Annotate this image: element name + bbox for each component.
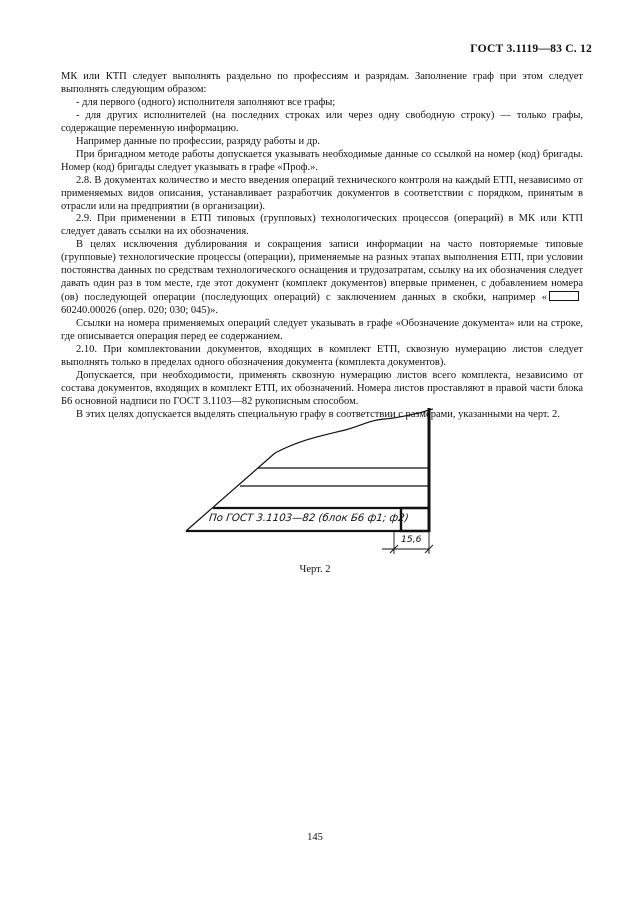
list-item: - для других исполнителей (на последних строках или через одну свободную строку) — только графы, содержащие переменную информацию.	[61, 109, 583, 134]
list-item: - для первого (одного) исполнителя заполняют все графы;	[76, 96, 336, 108]
paragraph: Ссылки на номера применяемых операций следует указывать в графе «Обозначение документа» или на строке, где описывается операция перед ее содержанием.	[61, 318, 583, 343]
section-2-10: 2.10. При комплектовании документов, входящих в комплект ЕТП, сквозную нумерацию листов следует выполнять только в пределах одного обозначения документа (комплекта документов).	[61, 344, 583, 368]
section-2-8: 2.8. В документах количество и место введения операций технического контроля на каждый ЕТП, независимо от применяемых видов описания, устанавливает разработчик документов в соответствии с порядком, принятым в отрасли или на предприятии (в организации).	[61, 174, 583, 212]
break-line	[275, 409, 433, 453]
paragraph-text: 60240.00026 (опер. 020; 030; 045)».	[61, 305, 218, 317]
paragraph-text: В целях исключения дублирования и сокращения записи информации на часто повторяемые типовые (групповые) технологические процессы (операции), применяемые на разных этапах выполнения ЕТП, при условии постоянства данных по средствам технологического оснащения и трудозатратам, ссылку на их обозначения следует давать один раз в том месте, где этот документ (комплект документов) впервые применен, с добавлением номера (ов) последующей операции (последующих операций) с заключением данных в скобки, например «	[61, 239, 583, 304]
paragraph: Допускается, при необходимости, применять сквозную нумерацию листов всего комплекта, независимо от состава документов, входящих в комплект ЕТП, их обозначений. Номера листов проставляют в правой части блока Б6 основной надписи по ГОСТ 3.1103—82 рукописным способом.	[61, 369, 583, 407]
drawing-figure	[0, 400, 630, 560]
page-header: ГОСТ 3.1119—83 С. 12	[470, 42, 592, 55]
page-number: 145	[307, 832, 323, 843]
paragraph	[61, 239, 583, 318]
paragraph: МК или КТП следует выполнять раздельно по профессиям и разрядам. Заполнение граф при этом следует выполнять следующим образом:	[61, 71, 583, 95]
paragraph: При бригадном методе работы допускается указывать необходимые данные со ссылкой на номер (код) бригады. Номер (код) бригады следует указывать в графе «Проф.».	[61, 148, 583, 173]
figure-label: По ГОСТ 3.1103—82 (блок Б6 ф1; ф2)	[208, 513, 410, 524]
inline-box-symbol	[549, 291, 579, 301]
title-block-drawing	[0, 400, 630, 560]
paragraph: В этих целях допускается выделять специальную графу в соответствии с размерами, указанными на черт. 2.	[76, 408, 560, 420]
figure-caption: Черт. 2	[299, 564, 331, 575]
body-text	[61, 71, 583, 422]
section-2-9: 2.9. При применении в ЕТП типовых (групповых) технологических процессов (операций) в МК или КТП следует давать ссылки на их обозначения.	[61, 213, 583, 238]
dimension-label: 15,6	[401, 534, 422, 545]
paragraph: Например данные по профессии, разряду работы и др.	[76, 135, 320, 147]
